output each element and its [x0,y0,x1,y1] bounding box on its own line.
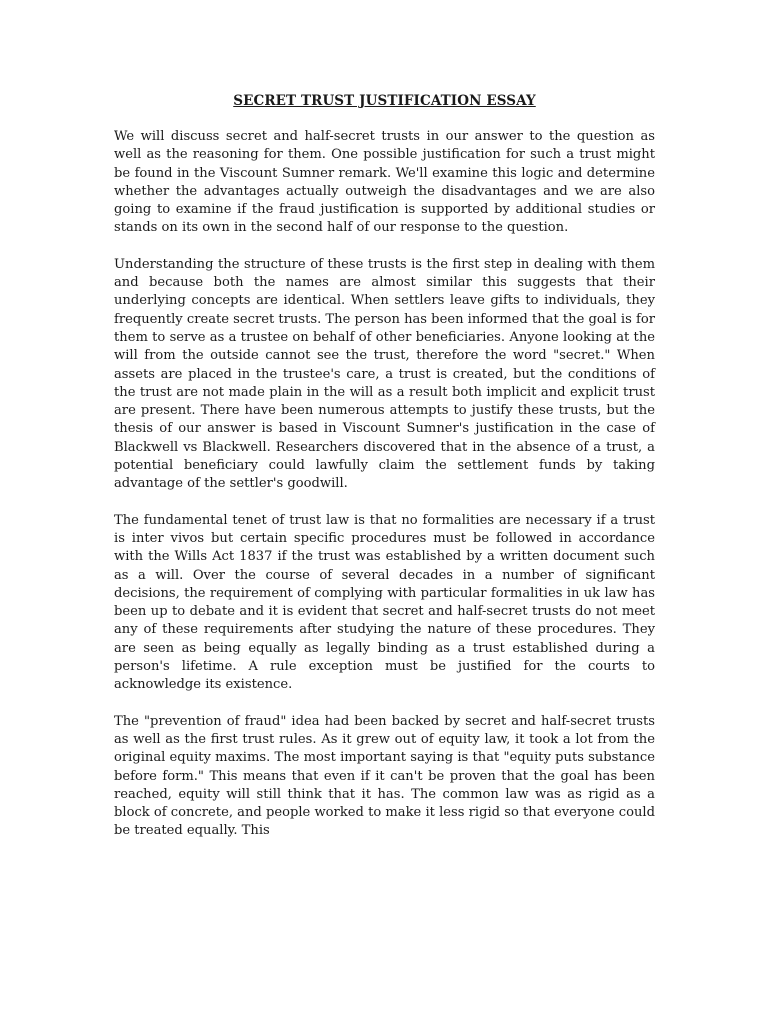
paragraph-2: Understanding the structure of these trusts is the first step in dealing with them and because both the names are almost similar this suggests that their underlying concepts are identical. When settlers leave gifts to individuals, they frequently create secret trusts. The person has been informed that the goal is for them to serve as a trustee on behalf of other beneficiaries. Anyone looking at the will from the outside cannot see the trust, therefore the word "secret." When assets are placed in the trustee's care, a trust is created, but the conditions of the trust are not made plain in the will as a result both implicit and explicit trust are present. There have been numerous attempts to justify these trusts, but the thesis of our answer is based in Viscount Sumner's justification in the case of Blackwell vs Blackwell. Researchers discovered that in the absence of a trust, a potential beneficiary could lawfully claim the settlement funds by taking advantage of the settler's goodwill. [114,256,655,492]
paragraph-3: The fundamental tenet of trust law is that no formalities are necessary if a trust is inter vivos but certain specific procedures must be followed in accordance with the Wills Act 1837 if the trust was established by a written document such as a will. Over the course of several decades in a number of significant decisions, the requirement of complying with particular formalities in uk law has been up to debate and it is evident that secret and half-secret trusts do not meet any of these requirements after studying the nature of these procedures. They are seen as being equally as legally binding as a trust established during a person's lifetime. A rule exception must be justified for the courts to acknowledge its existence. [114,512,655,693]
paragraph-4: The "prevention of fraud" idea had been backed by secret and half-secret trusts as well as the first trust rules. As it grew out of equity law, it took a lot from the original equity maxims. The most important saying is that "equity puts substance before form." This means that even if it can't be proven that the goal has been reached, equity will still think that it has. The common law was as rigid as a block of concrete, and people worked to make it less rigid so that everyone could be treated equally. This [114,713,655,839]
essay-title: SECRET TRUST JUSTIFICATION ESSAY [233,93,536,109]
essay-content [114,91,655,859]
paragraph-1: We will discuss secret and half-secret trusts in our answer to the question as well as the reasoning for them. One possible justification for such a trust might be found in the Viscount Sumner remark. We'll examine this logic and determine whether the advantages actually outweigh the disadvantages and we are also going to examine if the fraud justification is supported by additional studies or stands on its own in the second half of our response to the question. [114,129,655,236]
